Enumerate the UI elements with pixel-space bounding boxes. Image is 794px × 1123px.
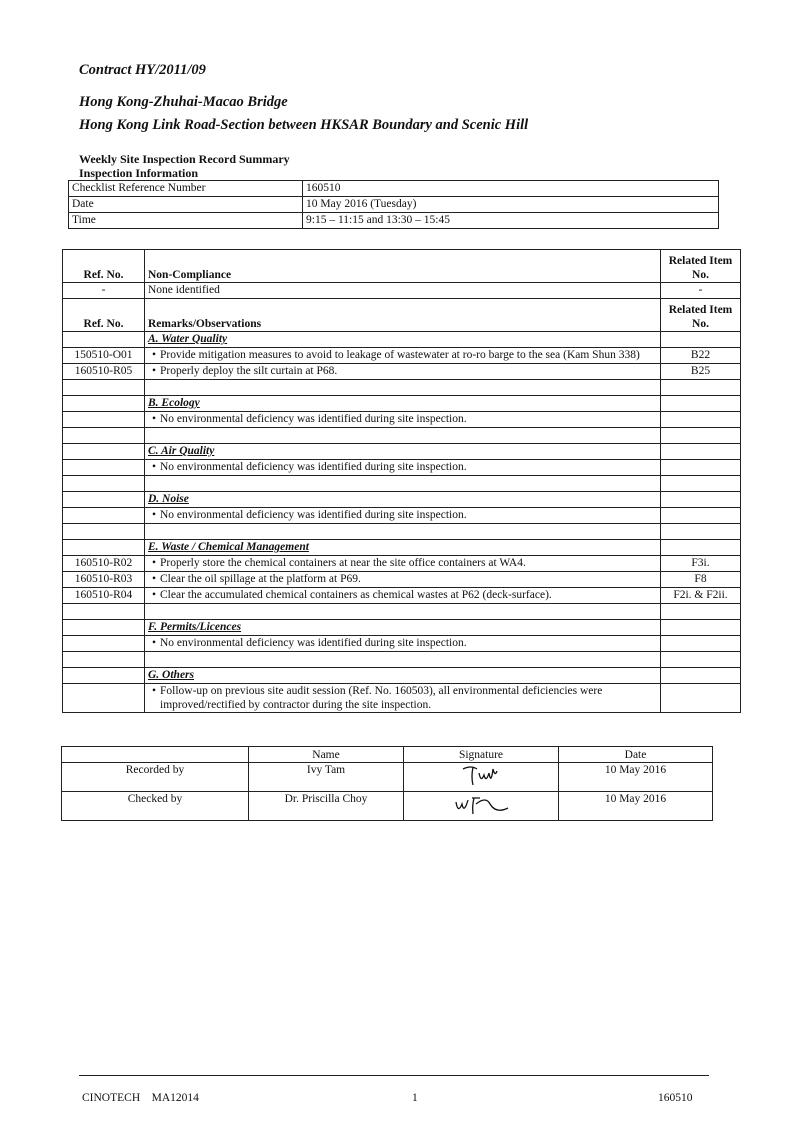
footer-ref: 160510 <box>658 1092 693 1104</box>
section-row <box>63 668 741 684</box>
signoff-name: Ivy Tam <box>249 763 404 792</box>
section-noise: D. Noise <box>145 492 661 508</box>
signoff-name: Dr. Priscilla Choy <box>249 792 404 821</box>
observation-row <box>63 684 741 713</box>
section-waste: E. Waste / Chemical Management <box>145 540 661 556</box>
empty-row <box>63 476 741 492</box>
bullet-icon: • <box>151 573 157 585</box>
ref-no-header: Ref. No. <box>63 250 145 283</box>
bullet-icon: • <box>151 349 157 361</box>
project-title: Hong Kong-Zhuhai-Macao Bridge <box>79 94 288 110</box>
observation-ref: 160510-R02 <box>63 556 145 572</box>
signoff-role: Recorded by <box>62 763 249 792</box>
noncompliance-row <box>63 283 741 299</box>
related-item-header: Related Item No. <box>661 250 741 283</box>
observation-text: No environmental deficiency was identified during site inspection. <box>160 637 467 649</box>
inspection-record-table <box>62 249 741 713</box>
signature-image <box>446 792 516 816</box>
bullet-icon: • <box>151 461 157 473</box>
observation-row <box>63 460 741 476</box>
observation-row <box>63 636 741 652</box>
noncompliance-related: - <box>661 283 741 299</box>
section-title: Hong Kong Link Road-Section between HKSAR Boundary and Scenic Hill <box>79 117 529 133</box>
info-row <box>69 213 719 229</box>
observation-ref: 150510-O01 <box>63 348 145 364</box>
footer-divider <box>79 1075 709 1076</box>
info-label: Date <box>69 197 303 213</box>
section-row <box>63 332 741 348</box>
section-others: G. Others <box>145 668 661 684</box>
signature-cell <box>404 792 559 821</box>
observation-related: F3i. <box>661 556 741 572</box>
ref-no-header: Ref. No. <box>63 299 145 332</box>
observation-text: Properly store the chemical containers at near the site office containers at WA4. <box>160 557 526 569</box>
bullet-icon: • <box>151 685 157 697</box>
info-row <box>69 197 719 213</box>
signoff-date: 10 May 2016 <box>559 763 713 792</box>
observation-text: No environmental deficiency was identified during site inspection. <box>160 413 467 425</box>
observation-text: Follow-up on previous site audit session (Ref. No. 160503), all environmental deficiencies were improved/rectified by contractor during the site inspection. <box>160 685 603 711</box>
signoff-header-row <box>62 747 713 763</box>
noncompliance-ref: - <box>63 283 145 299</box>
name-header: Name <box>249 747 404 763</box>
observation-related: F2i. & F2ii. <box>661 588 741 604</box>
bullet-icon: • <box>151 413 157 425</box>
bullet-icon: • <box>151 637 157 649</box>
observation-row <box>63 508 741 524</box>
empty-row <box>63 652 741 668</box>
observation-ref: 160510-R03 <box>63 572 145 588</box>
inspection-info-table <box>68 180 719 229</box>
observation-ref: 160510-R05 <box>63 364 145 380</box>
observation-text: Properly deploy the silt curtain at P68. <box>160 365 338 377</box>
section-row <box>63 396 741 412</box>
observation-ref: 160510-R04 <box>63 588 145 604</box>
bullet-icon: • <box>151 557 157 569</box>
observation-related: B25 <box>661 364 741 380</box>
observation-related: B22 <box>661 348 741 364</box>
info-title: Inspection Information <box>79 166 199 180</box>
signature-image <box>451 763 511 787</box>
observation-row <box>63 412 741 428</box>
observation-row <box>63 364 741 380</box>
noncompliance-header-row <box>63 250 741 283</box>
signoff-role: Checked by <box>62 792 249 821</box>
empty-row <box>63 428 741 444</box>
noncompliance-header: Non-Compliance <box>145 250 661 283</box>
section-water-quality: A. Water Quality <box>145 332 661 348</box>
signoff-row <box>62 763 713 792</box>
signoff-table <box>61 746 713 821</box>
section-row <box>63 540 741 556</box>
info-value: 160510 <box>303 181 719 197</box>
remarks-header: Remarks/Observations <box>145 299 661 332</box>
signoff-date: 10 May 2016 <box>559 792 713 821</box>
info-value: 10 May 2016 (Tuesday) <box>303 197 719 213</box>
info-row <box>69 181 719 197</box>
observation-related: F8 <box>661 572 741 588</box>
contract-number: Contract HY/2011/09 <box>79 62 206 78</box>
observation-row <box>63 556 741 572</box>
related-item-header: Related Item No. <box>661 299 741 332</box>
signature-header: Signature <box>404 747 559 763</box>
bullet-icon: • <box>151 365 157 377</box>
section-ecology: B. Ecology <box>145 396 661 412</box>
section-row <box>63 492 741 508</box>
observation-text: Provide mitigation measures to avoid to leakage of wastewater at ro-ro barge to the sea (Kam Shun 338) <box>160 349 640 361</box>
footer-doc-code: CINOTECH MA12014 <box>82 1092 199 1104</box>
noncompliance-text: None identified <box>145 283 661 299</box>
observation-text: No environmental deficiency was identified during site inspection. <box>160 509 467 521</box>
empty-row <box>63 524 741 540</box>
observation-row <box>63 572 741 588</box>
info-label: Time <box>69 213 303 229</box>
observation-text: Clear the oil spillage at the platform at P69. <box>160 573 361 585</box>
info-value: 9:15 – 11:15 and 13:30 – 15:45 <box>303 213 719 229</box>
bullet-icon: • <box>151 509 157 521</box>
record-title: Weekly Site Inspection Record Summary <box>79 152 290 166</box>
section-permits: F. Permits/Licences <box>145 620 661 636</box>
observation-text: No environmental deficiency was identified during site inspection. <box>160 461 467 473</box>
section-row <box>63 444 741 460</box>
section-row <box>63 620 741 636</box>
observation-text: Clear the accumulated chemical containers as chemical wastes at P62 (deck-surface). <box>160 589 552 601</box>
page-number: 1 <box>412 1092 418 1104</box>
observation-row <box>63 348 741 364</box>
bullet-icon: • <box>151 589 157 601</box>
empty-row <box>63 604 741 620</box>
signoff-row <box>62 792 713 821</box>
section-air-quality: C. Air Quality <box>145 444 661 460</box>
date-header: Date <box>559 747 713 763</box>
signature-cell <box>404 763 559 792</box>
remarks-header-row <box>63 299 741 332</box>
empty-row <box>63 380 741 396</box>
info-label: Checklist Reference Number <box>69 181 303 197</box>
observation-row <box>63 588 741 604</box>
